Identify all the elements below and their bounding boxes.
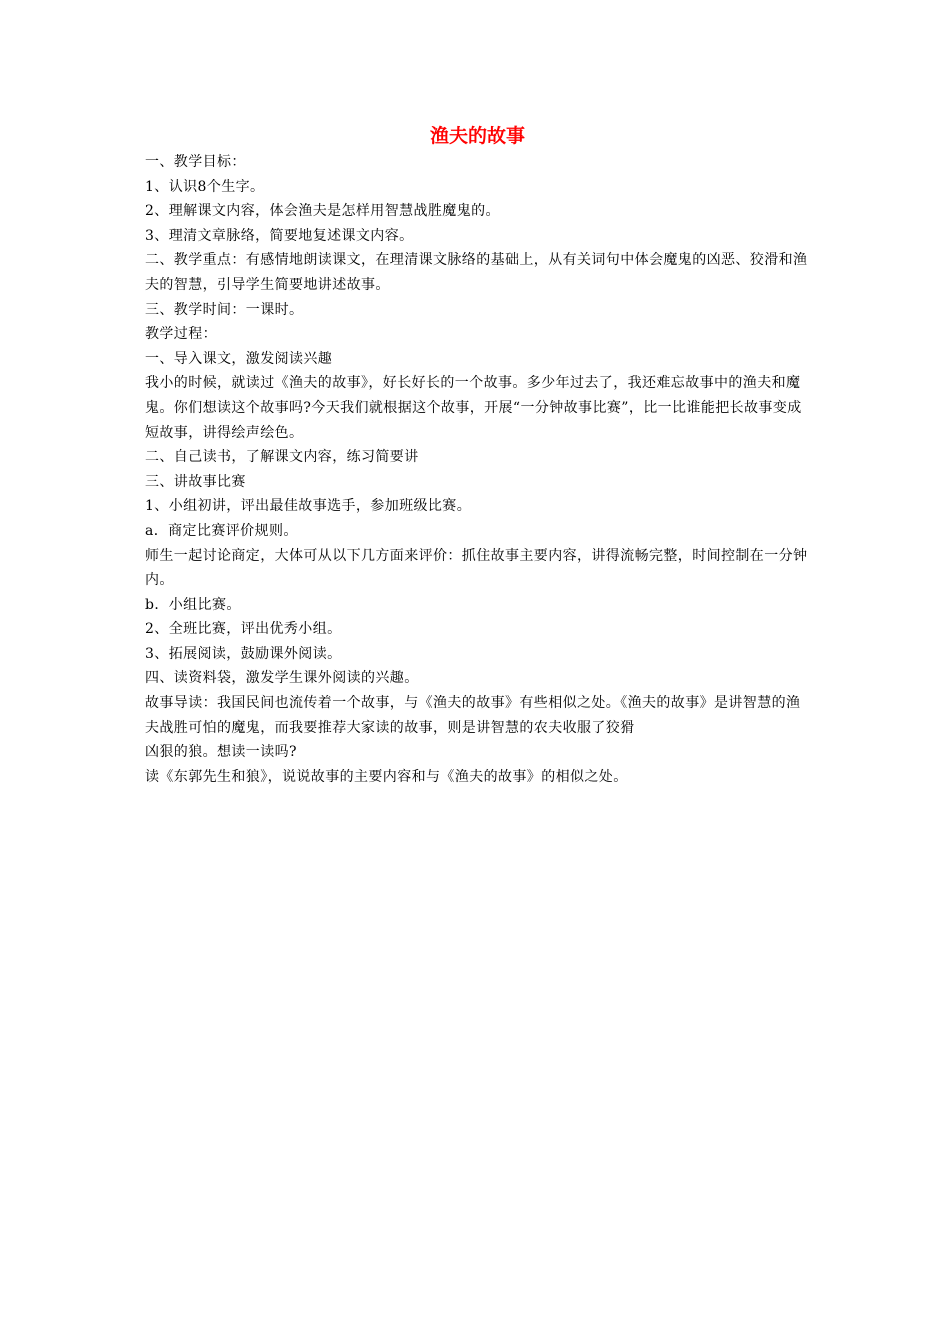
paragraph: 四、读资料袋，激发学生课外阅读的兴趣。 [145,670,419,687]
paragraph: 2、理解课文内容，体会渔夫是怎样用智慧战胜魔鬼的。 [145,203,500,220]
paragraph: 二、教学重点：有感情地朗读课文，在理清课文脉络的基础上，从有关词句中体会魔鬼的凶恶、狡滑和渔夫的智慧，引导学生简要地讲述故事。 [145,252,808,293]
paragraph: 师生一起讨论商定，大体可从以下几方面来评价：抓住故事主要内容，讲得流畅完整，时间控制在一分钟内。 [145,547,808,589]
paragraph: 二、自己读书，了解课文内容，练习简要讲 [145,449,419,466]
paragraph: 1、小组初讲，评出最佳故事选手，参加班级比赛。 [145,498,472,515]
paragraph: 凶狠的狼。想读一读吗? [145,744,297,761]
paragraph: 我小的时候，就读过《渔夫的故事》，好长好长的一个故事。多少年过去了，我还难忘故事中的渔夫和魔鬼。你们想读这个故事吗?今天我们就根据这个故事，开展“一分钟故事比赛”，比一比谁能把长故事变成短故事，讲得绘声绘色。 [145,375,802,441]
paragraph: 3、理清文章脉络，简要地复述课文内容。 [145,227,414,244]
paragraph: 故事导读：我国民间也流传着一个故事，与《渔夫的故事》有些相似之处。《渔夫的故事》是讲智慧的渔夫战胜可怕的魔鬼，而我要推荐大家读的故事，则是讲智慧的农夫收服了狡猾 [145,695,801,736]
paragraph: 三、讲故事比赛 [145,473,246,490]
document-page [145,122,810,789]
paragraph: 1、认识8个生字。 [145,178,265,195]
paragraph: 教学过程： [145,326,217,343]
paragraph: 一、导入课文，激发阅读兴趣 [145,350,333,367]
paragraph: 一、教学目标： [145,154,246,170]
paragraph: b．小组比赛。 [145,596,241,613]
paragraph: 2、全班比赛，评出优秀小组。 [145,621,342,638]
paragraph: 3、拓展阅读，鼓励课外阅读。 [145,645,342,662]
document-body [145,150,810,789]
document-title: 渔夫的故事 [429,125,525,147]
paragraph: 读《东郭先生和狼》，说说故事的主要内容和与《渔夫的故事》的相似之处。 [145,768,628,785]
paragraph: a．商定比赛评价规则。 [145,522,298,539]
paragraph: 三、教学时间：一课时。 [145,301,304,318]
